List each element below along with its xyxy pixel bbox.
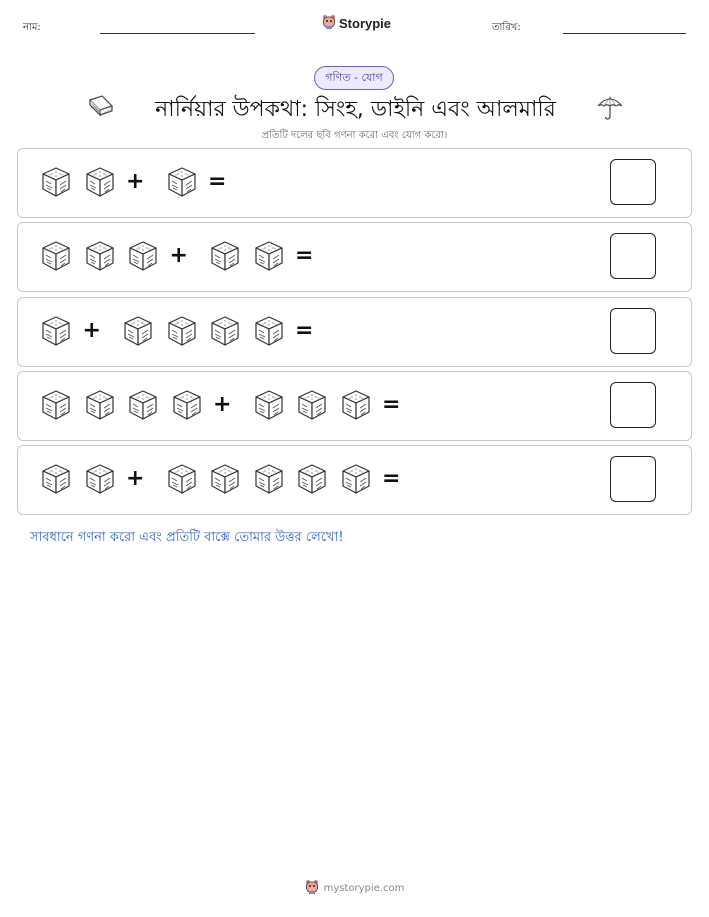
cube-box-icon — [296, 463, 328, 495]
instruction-text: সাবধানে গণনা করো এবং প্রতিটি বাক্সে তোমার উত্তর লেখো! — [30, 530, 344, 545]
brand-name: Storypie — [339, 16, 392, 31]
answer-box[interactable] — [610, 308, 656, 354]
equals-sign: = — [382, 391, 401, 417]
equals-sign: = — [295, 243, 314, 269]
plus-sign: + — [126, 169, 145, 194]
storypie-mascot-icon — [322, 14, 336, 33]
cube-box-icon — [127, 240, 159, 272]
cube-box-icon — [253, 389, 285, 421]
problem-row — [17, 297, 692, 367]
cube-box-icon — [122, 315, 154, 347]
storypie-mascot-icon — [305, 879, 319, 898]
cube-box-icon — [166, 315, 198, 347]
equals-sign: = — [382, 466, 401, 492]
cube-box-icon — [166, 166, 198, 198]
worksheet-title: নার্নিয়ার উপকথা: সিংহ, ডাইনি এবং আলমারি — [155, 97, 556, 122]
equals-sign: = — [208, 169, 227, 194]
cube-box-icon — [40, 166, 72, 198]
cube-box-icon — [253, 463, 285, 495]
answer-box[interactable] — [610, 456, 656, 502]
name-line[interactable] — [100, 33, 255, 34]
problem-row — [17, 371, 692, 441]
cube-box-icon — [40, 315, 72, 347]
date-label: তারিখ: — [492, 22, 521, 33]
problem-row — [17, 148, 692, 218]
cube-box-icon — [166, 463, 198, 495]
footer — [0, 879, 709, 898]
cube-box-icon — [253, 315, 285, 347]
plus-sign: + — [213, 391, 232, 417]
equals-sign: = — [295, 317, 314, 343]
cube-box-icon — [209, 463, 241, 495]
subject-badge: গণিত - যোগ — [314, 66, 394, 90]
title-row — [0, 90, 709, 124]
date-line[interactable] — [563, 33, 686, 34]
cube-box-icon — [40, 389, 72, 421]
brand-logo — [322, 14, 391, 33]
cube-box-icon — [209, 240, 241, 272]
cube-box-icon — [340, 389, 372, 421]
problem-row — [17, 445, 692, 515]
worksheet-header — [0, 14, 709, 44]
cube-box-icon — [127, 389, 159, 421]
cube-box-icon — [253, 240, 285, 272]
cube-box-icon — [84, 166, 116, 198]
cube-box-icon — [84, 240, 116, 272]
problem-row — [17, 222, 692, 292]
plus-sign: + — [82, 317, 101, 343]
cube-box-icon — [84, 463, 116, 495]
umbrella-icon — [595, 92, 625, 126]
name-label: নাম: — [23, 22, 41, 33]
cube-box-icon — [84, 389, 116, 421]
cube-box-icon — [209, 315, 241, 347]
cube-box-icon — [296, 389, 328, 421]
cube-box-icon — [340, 463, 372, 495]
cube-box-icon — [40, 240, 72, 272]
cube-box-icon — [171, 389, 203, 421]
answer-box[interactable] — [610, 382, 656, 428]
answer-box[interactable] — [610, 159, 656, 205]
site-link[interactable]: mystorypie.com — [323, 883, 405, 894]
plus-sign: + — [126, 466, 145, 492]
book-icon — [86, 92, 116, 126]
answer-box[interactable] — [610, 233, 656, 279]
plus-sign: + — [169, 243, 188, 269]
cube-box-icon — [40, 463, 72, 495]
worksheet-subtitle: প্রতিটি দলের ছবি গণনা করো এবং যোগ করো। — [261, 130, 448, 141]
